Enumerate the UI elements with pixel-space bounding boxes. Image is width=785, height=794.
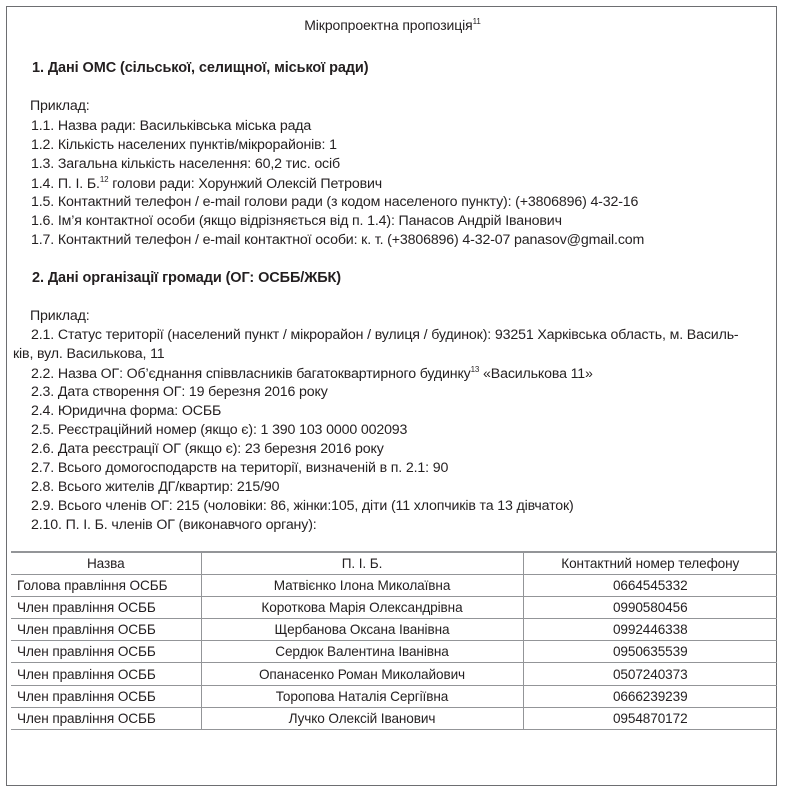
section2-item: 2.1. Статус території (населений пункт / мікрорайон / вулиця / будинок): 93251 Харківська область, м. Василь-: [31, 327, 739, 343]
column-header-role: Назва: [11, 552, 201, 574]
column-header-phone: Контактний номер телефону: [523, 552, 777, 574]
section2-item: 2.3. Дата створення ОГ: 19 березня 2016 року: [31, 384, 328, 400]
section2-item: 2.4. Юридична форма: ОСББ: [31, 403, 222, 419]
table-row: [11, 596, 777, 618]
table-row: [11, 641, 777, 663]
item-text: 1.4. П. І. Б.: [31, 176, 100, 192]
section1-item: 1.1. Назва ради: Васильківська міська рада: [31, 118, 312, 134]
cell-name: Лучко Олексій Іванович: [201, 707, 523, 729]
section2-item-continuation: ків, вул. Василькова, 11: [13, 346, 165, 362]
section1-item: 1.3. Загальна кількість населення: 60,2 тис. осіб: [31, 156, 340, 172]
footnote-ref: 13: [470, 365, 480, 374]
cell-phone: 0666239239: [523, 685, 777, 707]
section1-item: 1.5. Контактний телефон / e-mail голови ради (з кодом населеного пункту): (+3806896) 4-32-16: [31, 194, 639, 210]
section1-item: [31, 175, 382, 192]
item-text: голови ради: Хорунжий Олексій Петрович: [108, 176, 382, 192]
cell-role: Член правління ОСББ: [11, 663, 201, 685]
cell-phone: 0950635539: [523, 641, 777, 663]
cell-role: Член правління ОСББ: [11, 707, 201, 729]
cell-name: Матвієнко Ілона Миколаївна: [201, 574, 523, 596]
footnote-ref: 11: [472, 17, 481, 26]
table-header-row: [11, 552, 777, 574]
table-row: [11, 574, 777, 596]
cell-name: Короткова Марія Олександрівна: [201, 596, 523, 618]
members-table: [11, 551, 777, 730]
section1-example-label: Приклад:: [30, 98, 90, 114]
section1-item: 1.2. Кількість населених пунктів/мікрорайонів: 1: [31, 137, 337, 153]
cell-phone: 0664545332: [523, 574, 777, 596]
section2-item: 2.5. Реєстраційний номер (якщо є): 1 390 103 0000 002093: [31, 422, 408, 438]
title-text: Мікропроектна пропозиція: [304, 17, 473, 33]
footnote-ref: 12: [99, 175, 109, 184]
cell-role: Член правління ОСББ: [11, 596, 201, 618]
cell-name: Щербанова Оксана Іванівна: [201, 619, 523, 641]
item-text: «Василькова 11»: [479, 366, 593, 382]
table-row: [11, 663, 777, 685]
column-header-name: П. І. Б.: [201, 552, 523, 574]
item-text: 2.2. Назва ОГ: Об’єднання співвласників багатоквартирного будинку: [31, 366, 471, 382]
section2-item: 2.7. Всього домогосподарств на території, визначеній в п. 2.1: 90: [31, 460, 449, 476]
section1-heading: 1. Дані ОМС (сільської, селищної, міської ради): [32, 60, 369, 76]
section2-heading: 2. Дані організації громади (ОГ: ОСББ/ЖБК): [32, 270, 341, 286]
cell-name: Сердюк Валентина Іванівна: [201, 641, 523, 663]
section1-item: 1.6. Ім’я контактної особи (якщо відрізняється від п. 1.4): Панасов Андрій Іванович: [31, 213, 562, 229]
cell-name: Торопова Наталія Сергіївна: [201, 685, 523, 707]
cell-name: Опанасенко Роман Миколайович: [201, 663, 523, 685]
table-row: [11, 707, 777, 729]
section2-item: 2.9. Всього членів ОГ: 215 (чоловіки: 86, жінки:105, діти (11 хлопчиків та 13 дівчаток): [31, 498, 574, 514]
cell-phone: 0507240373: [523, 663, 777, 685]
cell-phone: 0990580456: [523, 596, 777, 618]
table-row: [11, 685, 777, 707]
cell-phone: 0954870172: [523, 707, 777, 729]
cell-role: Член правління ОСББ: [11, 641, 201, 663]
table-row: [11, 619, 777, 641]
cell-role: Член правління ОСББ: [11, 685, 201, 707]
section2-example-label: Приклад:: [30, 308, 90, 324]
section2-item: 2.10. П. І. Б. членів ОГ (виконавчого органу):: [31, 517, 317, 533]
document-title: [0, 17, 785, 33]
cell-role: Член правління ОСББ: [11, 619, 201, 641]
section1-item: 1.7. Контактний телефон / e-mail контактної особи: к. т. (+3806896) 4-32-07 panasov@gmail.com: [31, 232, 645, 248]
cell-phone: 0992446338: [523, 619, 777, 641]
cell-role: Голова правління ОСББ: [11, 574, 201, 596]
section2-item: [31, 365, 593, 382]
section2-item: 2.6. Дата реєстрації ОГ (якщо є): 23 березня 2016 року: [31, 441, 384, 457]
section2-item: 2.8. Всього жителів ДГ/квартир: 215/90: [31, 479, 280, 495]
